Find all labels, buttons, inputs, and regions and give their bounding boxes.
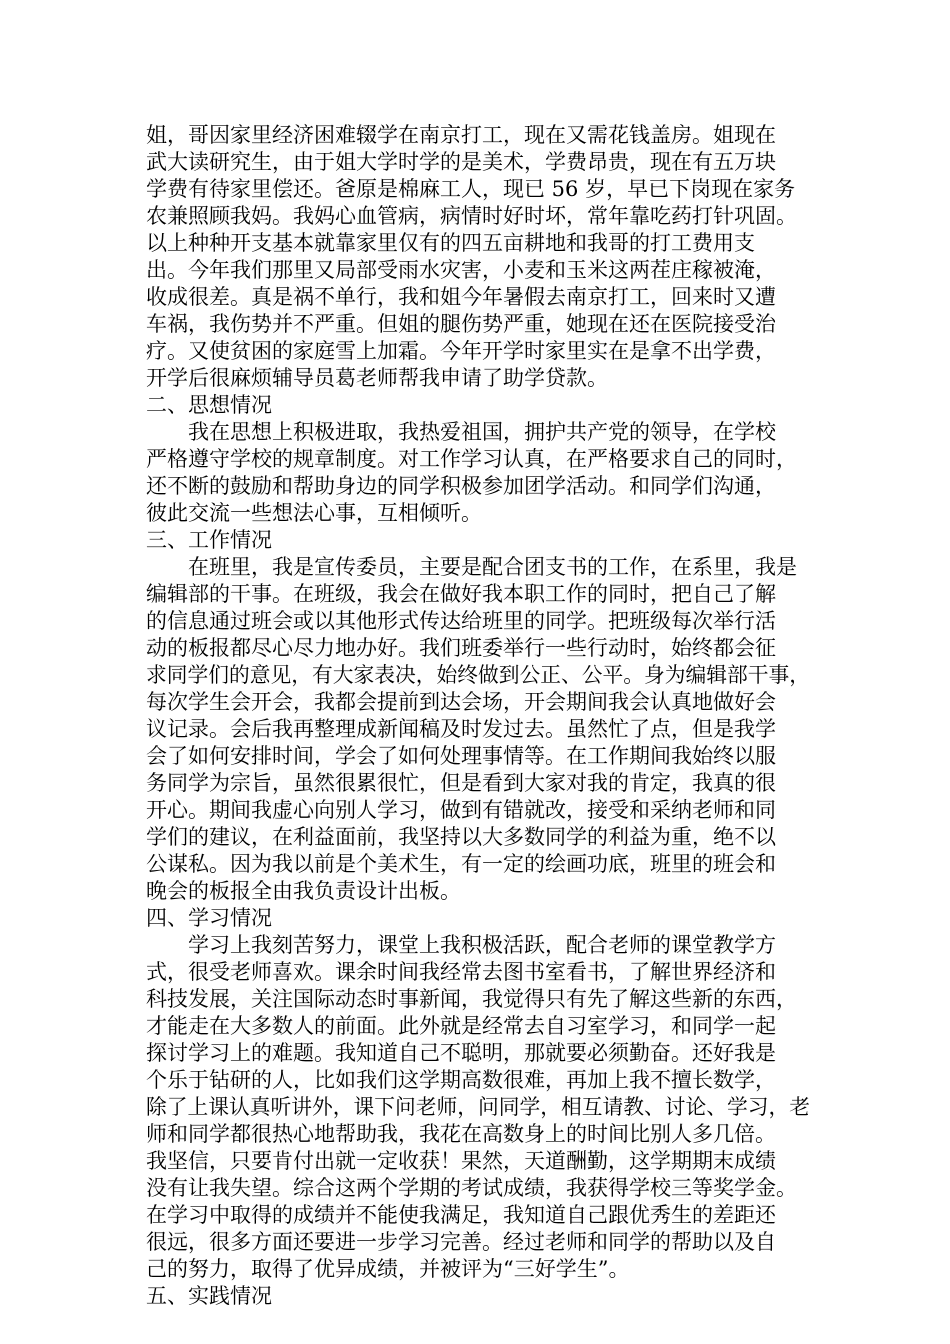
document-body <box>146 122 810 1310</box>
text-line: 严格遵守学校的规章制度。对工作学习认真，在严格要求自己的同时， <box>146 447 797 471</box>
text-line: 学们的建议，在利益面前，我坚持以大多数同学的利益为重，绝不以 <box>146 825 776 849</box>
text-line: 每次学生会开会，我都会提前到达会场，开会期间我会认真地做好会 <box>146 690 776 714</box>
text-line: 动的板报都尽心尽力地办好。我们班委举行一些行动时，始终都会征 <box>146 636 776 660</box>
text-line: 没有让我失望。综合这两个学期的考试成绩，我获得学校三等奖学金。 <box>146 1176 797 1200</box>
text-line: 在班里，我是宣传委员，主要是配合团支书的工作，在系里，我是 <box>146 555 797 579</box>
text-line: 姐，哥因家里经济困难辍学在南京打工，现在又需花钱盖房。姐现在 <box>146 123 776 147</box>
text-line: 学习上我刻苦努力，课堂上我积极活跃，配合老师的课堂教学方 <box>146 933 776 957</box>
text-line: 科技发展，关注国际动态时事新闻，我觉得只有先了解这些新的东西， <box>146 987 797 1011</box>
text-line: 的信息通过班会或以其他形式传达给班里的同学。把班级每次举行活 <box>146 609 776 633</box>
text-line: 务同学为宗旨，虽然很累很忙，但是看到大家对我的肯定，我真的很 <box>146 771 776 795</box>
section-heading: 二、思想情况 <box>146 393 272 417</box>
text-line: 收成很差。真是祸不单行，我和姐今年暑假去南京打工，回来时又遭 <box>146 285 776 309</box>
text-line: 编辑部的干事。在班级，我会在做好我本职工作的同时，把自己了解 <box>146 582 776 606</box>
text-line: 公谋私。因为我以前是个美术生，有一定的绘画功底，班里的班会和 <box>146 852 776 876</box>
text-line: 武大读研究生，由于姐大学时学的是美术，学费昂贵，现在有五万块 <box>146 150 776 174</box>
text-line: 除了上课认真听讲外，课下问老师，问同学，相互请教、讨论、学习，老 <box>146 1095 811 1119</box>
text-line: 才能走在大多数人的前面。此外就是经常去自习室学习，和同学一起 <box>146 1014 776 1038</box>
text-line: 学费有待家里偿还。爸原是棉麻工人，现已 56 岁，早已下岗现在家务 <box>146 177 796 201</box>
text-line: 探讨学习上的难题。我知道自己不聪明，那就要必须勤奋。还好我是 <box>146 1041 776 1065</box>
section-heading: 四、学习情况 <box>146 906 272 930</box>
text-line: 式，很受老师喜欢。课余时间我经常去图书室看书，了解世界经济和 <box>146 960 776 984</box>
text-line: 己的努力，取得了优异成绩，并被评为“三好学生”。 <box>146 1257 630 1281</box>
section-heading: 三、工作情况 <box>146 528 272 552</box>
text-line: 求同学们的意见，有大家表决，始终做到公正、公平。身为编辑部干事， <box>146 663 811 687</box>
text-line: 议记录。会后我再整理成新闻稿及时发过去。虽然忙了点，但是我学 <box>146 717 776 741</box>
text-line: 农兼照顾我妈。我妈心血管病，病情时好时坏，常年靠吃药打针巩固。 <box>146 204 797 228</box>
text-line: 很远，很多方面还要进一步学习完善。经过老师和同学的帮助以及自 <box>146 1230 776 1254</box>
text-line: 还不断的鼓励和帮助身边的同学积极参加团学活动。和同学们沟通， <box>146 474 776 498</box>
text-line: 车祸，我伤势并不严重。但姐的腿伤势严重，她现在还在医院接受治 <box>146 312 776 336</box>
text-line: 开学后很麻烦辅导员葛老师帮我申请了助学贷款。 <box>146 366 608 390</box>
text-line: 我坚信，只要肯付出就一定收获！果然，天道酬勤，这学期期末成绩 <box>146 1149 776 1173</box>
text-line: 在学习中取得的成绩并不能使我满足，我知道自己跟优秀生的差距还 <box>146 1203 776 1227</box>
text-line: 我在思想上积极进取，我热爱祖国，拥护共产党的领导，在学校 <box>146 420 776 444</box>
text-line: 开心。期间我虚心向别人学习，做到有错就改，接受和采纳老师和同 <box>146 798 776 822</box>
text-line: 师和同学都很热心地帮助我，我花在高数身上的时间比别人多几倍。 <box>146 1122 776 1146</box>
document-page <box>146 122 810 1310</box>
section-heading: 五、实践情况 <box>146 1284 272 1308</box>
text-line: 疗。又使贫困的家庭雪上加霜。今年开学时家里实在是拿不出学费， <box>146 339 776 363</box>
text-line: 晚会的板报全由我负责设计出板。 <box>146 879 461 903</box>
text-line: 个乐于钻研的人，比如我们这学期高数很难，再加上我不擅长数学， <box>146 1068 776 1092</box>
text-line: 会了如何安排时间，学会了如何处理事情等。在工作期间我始终以服 <box>146 744 776 768</box>
text-line: 出。今年我们那里又局部受雨水灾害，小麦和玉米这两茬庄稼被淹， <box>146 258 776 282</box>
text-line: 彼此交流一些想法心事，互相倾听。 <box>146 501 482 525</box>
text-line: 以上种种开支基本就靠家里仅有的四五亩耕地和我哥的打工费用支 <box>146 231 755 255</box>
